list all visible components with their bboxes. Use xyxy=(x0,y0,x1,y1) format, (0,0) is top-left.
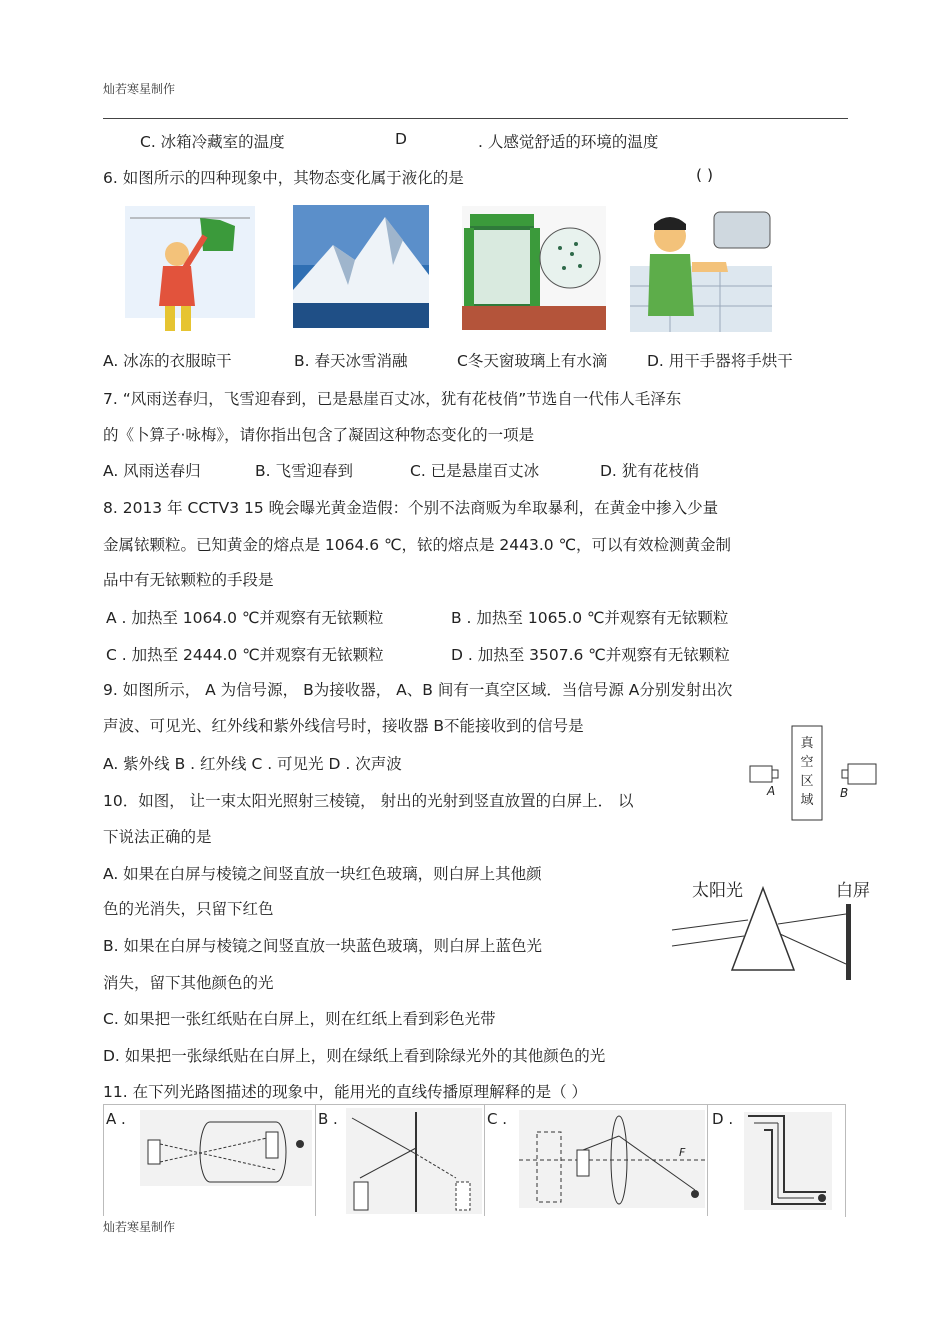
q8-option-b: B . 加热至 1065.0 ℃并观察有无铱颗粒 xyxy=(451,609,729,627)
hand-dryer-image xyxy=(630,206,772,332)
frozen-clothes-image xyxy=(125,206,255,340)
q7-line-2: 的《卜算子·咏梅》，请你指出包含了凝固这种物态变化的一项是 xyxy=(103,426,535,444)
prism-figure xyxy=(668,874,878,984)
q11-cell-c xyxy=(484,1104,708,1216)
q7-option-b: B. 飞雪迎春到 xyxy=(255,462,353,480)
receiver-b-label: B xyxy=(840,786,849,800)
q8-line-3: 品中有无铱颗粒的手段是 xyxy=(103,571,274,589)
q6-option-d: D. 用干手器将手烘干 xyxy=(647,352,793,370)
page-footer: 灿若寒星制作 xyxy=(103,1220,176,1234)
q8-line-2: 金属铱颗粒。已知黄金的熔点是 1064.6 ℃，铱的熔点是 2443.0 ℃，可以有效检测黄金制 xyxy=(103,536,731,554)
q5-option-d-letter: D xyxy=(395,130,407,148)
q10-option-b-line-2: 消失，留下其他颜色的光 xyxy=(103,974,274,992)
q7-option-c: C. 已是悬崖百丈冰 xyxy=(410,462,540,480)
q9-line-2: 声波、可见光、红外线和紫外线信号时，接收器 B不能接收到的信号是 xyxy=(103,717,584,735)
q5-option-c: C. 冰箱冷藏室的温度 xyxy=(140,133,285,151)
q10-line-2: 下说法正确的是 xyxy=(103,828,212,846)
q11-label-d: D . xyxy=(712,1110,734,1128)
q6-option-b: B. 春天冰雪消融 xyxy=(294,352,408,370)
q6-bracket: ( ) xyxy=(696,166,714,184)
q11-cell-b xyxy=(315,1104,485,1216)
white-screen-label: 白屏 xyxy=(836,881,870,901)
q10-option-a-line-1: A. 如果在白屏与棱镜之间竖直放一块红色玻璃，则白屏上其他颜 xyxy=(103,865,542,883)
q6-option-c: C冬天窗玻璃上有水滴 xyxy=(457,352,608,370)
melting-snow-mountain-image xyxy=(293,205,429,328)
q7-line-1: 7. “风雨送春归，飞雪迎春到，已是悬崖百丈冰，犹有花枝俏”节选自一代伟人毛泽东 xyxy=(103,390,682,408)
window-water-drops-image xyxy=(462,206,606,330)
q10-option-c: C. 如果把一张红纸贴在白屏上，则在红纸上看到彩色光带 xyxy=(103,1010,496,1028)
page-header: 灿若寒星制作 xyxy=(103,82,176,96)
q10-option-a-line-2: 色的光消失，只留下红色 xyxy=(103,900,274,918)
q11-label-c: C . xyxy=(487,1110,508,1128)
q8-option-d: D . 加热至 3507.6 ℃并观察有无铱颗粒 xyxy=(451,646,730,664)
q10-option-d: D. 如果把一张绿纸贴在白屏上，则在绿纸上看到除绿光外的其他颜色的光 xyxy=(103,1047,606,1065)
header-rule xyxy=(103,118,848,119)
q7-option-a: A. 风雨送春归 xyxy=(103,462,201,480)
q7-option-d: D. 犹有花枝俏 xyxy=(600,462,700,480)
q6-stem: 6. 如图所示的四种现象中，其物态变化属于液化的是 xyxy=(103,169,464,187)
source-a-label: A xyxy=(767,784,776,798)
q11-cell-d xyxy=(707,1104,846,1216)
pinhole-camera-diagram xyxy=(140,1110,312,1186)
q8-option-a: A . 加热至 1064.0 ℃并观察有无铱颗粒 xyxy=(106,609,384,627)
q10-line-1: 10．如图， 让一束太阳光照射三棱镜， 射出的光射到竖直放置的白屏上． 以 xyxy=(103,792,634,810)
q9-line-1: 9. 如图所示， A 为信号源， B为接收器， A、B 间有一真空区域．当信号源 A分别发射出次 xyxy=(103,681,733,699)
q11-stem: 11. 在下列光路图描述的现象中，能用光的直线传播原理解释的是（ ） xyxy=(103,1083,588,1101)
periscope-diagram xyxy=(744,1112,832,1210)
q11-cell-a xyxy=(103,1104,316,1216)
q10-option-b-line-1: B. 如果在白屏与棱镜之间竖直放一块蓝色玻璃，则白屏上蓝色光 xyxy=(103,937,542,955)
plane-mirror-diagram xyxy=(346,1108,482,1214)
q8-option-c: C . 加热至 2444.0 ℃并观察有无铱颗粒 xyxy=(106,646,384,664)
q6-option-a: A. 冰冻的衣服晾干 xyxy=(103,352,232,370)
convex-lens-diagram xyxy=(519,1110,705,1208)
q8-line-1: 8. 2013 年 CCTV3 15 晚会曝光黄金造假：个别不法商贩为牟取暴利，在黄金中掺入少量 xyxy=(103,499,719,517)
sunlight-label: 太阳光 xyxy=(692,881,743,901)
q9-options: A. 紫外线 B . 红外线 C . 可见光 D . 次声波 xyxy=(103,755,402,773)
vacuum-region-label: 真空区域 xyxy=(800,736,814,808)
vacuum-region-figure xyxy=(740,722,886,826)
q11-label-b: B . xyxy=(318,1110,338,1128)
q11-label-a: A . xyxy=(106,1110,126,1128)
focal-point-label: F xyxy=(679,1146,686,1159)
q5-option-d: . 人感觉舒适的环境的温度 xyxy=(478,133,659,151)
